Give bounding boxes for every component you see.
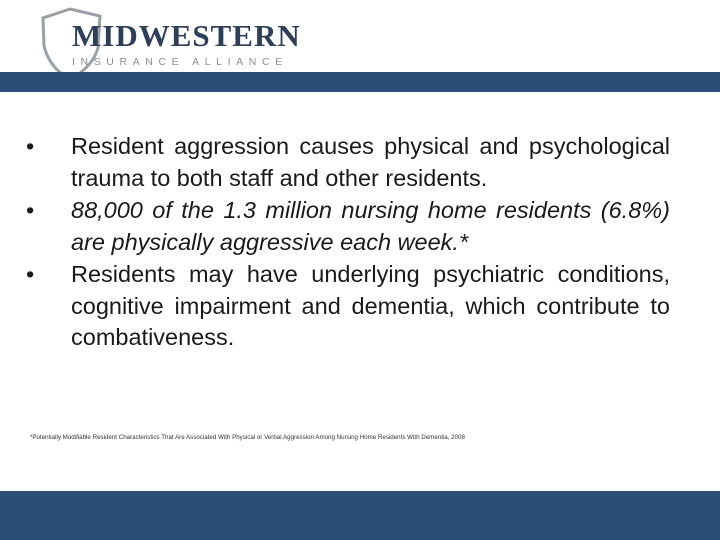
bullet-item	[26, 195, 670, 258]
bullet-glyph: •	[26, 261, 35, 287]
footer-bar	[0, 491, 720, 540]
bullet-glyph: •	[26, 197, 35, 223]
header-bar	[0, 72, 720, 92]
bullet-list	[26, 131, 670, 354]
bullet-text: Resident aggression causes physical and psychological trauma to both staff and other residents.	[71, 133, 670, 191]
bullet-text: 88,000 of the 1.3 million nursing home residents (6.8%) are physically aggressive each week.*	[71, 197, 670, 255]
bullet-glyph: •	[26, 133, 35, 159]
company-logo	[40, 6, 320, 82]
bullet-item	[26, 131, 670, 194]
slide-content	[26, 131, 670, 355]
bullet-text: Residents may have underlying psychiatric conditions, cognitive impairment and dementia, which contribute to combativeness.	[71, 261, 670, 350]
logo-subtitle: INSURANCE ALLIANCE	[72, 56, 288, 68]
logo-name: MIDWESTERN	[72, 18, 301, 53]
footnote: *Potentially Modifiable Resident Characteristics That Are Associated With Physical or Verbal Aggression Among Nursing Home Residents With Dementia, 2008	[30, 434, 465, 441]
bullet-item	[26, 259, 670, 354]
